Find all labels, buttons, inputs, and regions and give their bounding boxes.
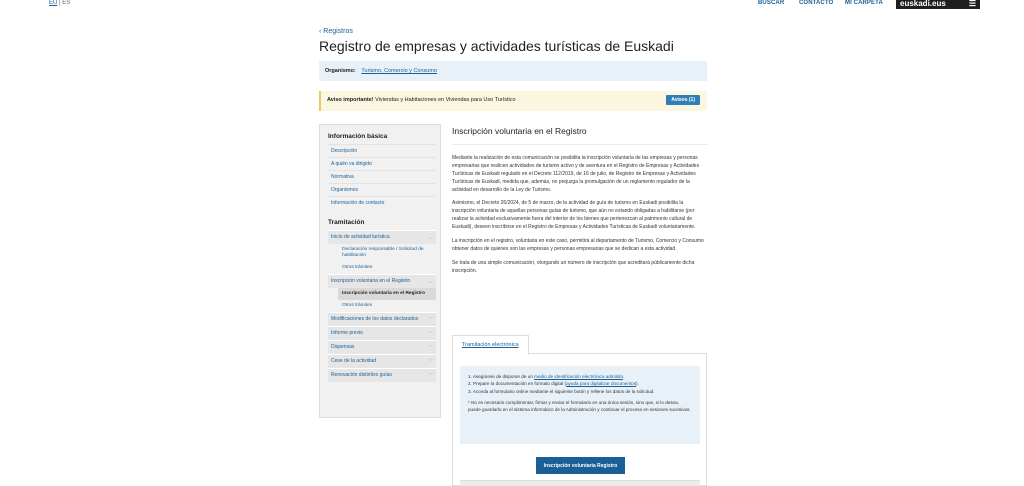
sidebar-heading-tramitacion: Tramitación <box>328 219 365 226</box>
top-bar <box>0 0 1024 12</box>
sidebar-item-contacto[interactable]: Información de contacto <box>328 196 436 209</box>
paragraph: Se trata de una simple comunicación, otorgando un número de inscripción que acreditará públicamente dicha inscripción. <box>452 259 695 274</box>
step-text: 1. Asegúrese de disponer de un <box>468 374 535 379</box>
nav-mi-carpeta[interactable]: MI CARPETA <box>845 0 883 6</box>
paragraph: Mediante la realización de esta comunicación se posibilita la inscripción voluntaria de las empresas y personas empresarias que realicen actividades de turismo activo y de aventura en el Registro de Empresas y Actividades Turísticas de Euskadi regulado en el Decreto 112/2019, de 16 de julio, de Registro de Empresas y Actividades Turísticas de Euskadi, medida que, además, no prejuzga la promulgación de un reglamento regulador de la actividad en desarrollo de la Ley de Turismo. <box>452 155 700 193</box>
sidebar-group-inscripcion[interactable] <box>328 274 436 288</box>
sidebar-item-normativa[interactable]: Normativa <box>328 170 436 183</box>
main-content <box>452 124 708 276</box>
page-title: Registro de empresas y actividades turísticas de Euskadi <box>319 38 674 54</box>
sidebar-group-informe[interactable] <box>328 326 436 340</box>
tab-panel <box>452 353 707 486</box>
breadcrumb-back-link[interactable]: ‹ Registros <box>319 28 353 35</box>
lang-eu-link[interactable]: EU <box>49 0 58 6</box>
organism-label: Organismo: <box>325 68 356 74</box>
language-switcher <box>49 0 70 6</box>
sidebar-group-cese[interactable] <box>328 354 436 368</box>
notices-button[interactable]: Avisos (1) <box>666 95 700 105</box>
chevron-down-icon: ﹀ <box>427 316 433 323</box>
important-notice <box>319 91 707 111</box>
lang-separator: | <box>59 0 61 6</box>
sidebar-item-a-quien[interactable]: A quién va dirigido <box>328 157 436 170</box>
chevron-down-icon: ﹀ <box>427 330 433 337</box>
organism-bar <box>319 61 707 81</box>
sidebar-group-dispensas[interactable] <box>328 340 436 354</box>
save-note: * No es necesario cumplimentar, firmar y enviar el formulario en una única sesión, sino que, si lo desea, puede guardarlo en el sistema informático de la Administración y continuar el proceso en sesiones sucesivas. <box>468 400 691 413</box>
sidebar-item-descripcion[interactable]: Descripción <box>328 144 436 157</box>
paragraph: Asimismo, el Decreto 26/2024, de 5 de marzo, de la actividad de guía de turismo en Euskadi posibilita la inscripción voluntaria de aquellas personas guías de turismo, que aún no estando obligadas a habilitarse (por realizar la actividad exclusivamente fuera del interior de los bienes que pertenezcan al patrimonio cultural de Euskadi), deseen inscribirse en el Registro de Empresas y Actividades Turísticas de Euskadi voluntariamente. <box>452 200 696 231</box>
inscripcion-registro-button[interactable]: Inscripción voluntaria Registro <box>536 457 625 474</box>
euskadi-logo[interactable] <box>896 0 980 9</box>
tab-bar <box>452 333 707 355</box>
chevron-down-icon: ﹀ <box>427 358 433 365</box>
step-3: 3. Acceda al formulario online mediante el siguiente botón y rellene los datos de la solicitud. <box>468 388 655 394</box>
notice-label: Aviso importante! <box>327 97 374 103</box>
paragraph: La inscripción en el registro, voluntaria en este caso, permitirá al departamento de Turismo, Comercio y Consumo obtener datos de quienes son las empresas y personas empresarias que se dedican a esta actividad. <box>452 238 704 252</box>
chevron-up-icon: ︿ <box>427 278 433 285</box>
sidebar-subitem-otros-1[interactable]: Otros trámites <box>342 264 373 270</box>
digitize-help-link[interactable]: ayuda para digitalizar documentos <box>566 381 637 387</box>
notice-text: Viviendas y Habitaciones en Viviendas para Uso Turístico <box>373 97 516 103</box>
sidebar-group-label: Modificaciones de los datos declarados <box>331 315 419 322</box>
sidebar-group-label: Informe previo <box>331 329 363 336</box>
panel-footer-bar <box>460 480 700 486</box>
instructions-box <box>460 366 700 444</box>
sidebar-group-label: Dispensas <box>331 343 355 350</box>
sidebar <box>319 124 441 418</box>
sidebar-heading-info: Información básica <box>328 133 388 140</box>
step-2 <box>468 380 692 387</box>
identification-link[interactable]: medio de identificación electrónica admitido <box>534 374 624 379</box>
organism-link[interactable]: Turismo, Comercio y Consumo <box>361 68 437 74</box>
chevron-down-icon: ﹀ <box>427 372 433 379</box>
sidebar-subitem-declaracion[interactable]: Declaración responsable / Solicitud de habilitación <box>342 247 424 258</box>
chevron-down-icon: ﹀ <box>427 344 433 351</box>
step-text: ). <box>636 381 639 387</box>
sidebar-group-modificaciones[interactable] <box>328 312 436 326</box>
sidebar-group-label: Renovación distintivo guías <box>331 371 392 378</box>
sidebar-group-inicio[interactable] <box>328 230 436 244</box>
tab-tramitacion-electronica[interactable]: Tramitación electrónica <box>452 335 529 355</box>
chevron-up-icon: ︿ <box>427 235 433 241</box>
nav-buscar[interactable]: BUSCAR <box>758 0 785 6</box>
euskadi-brand-text: euskadi.eus <box>900 0 946 8</box>
sidebar-subitem-inscripcion-active[interactable]: Inscripción voluntaria en el Registro <box>338 288 436 300</box>
sidebar-subitem-otros-2[interactable]: Otros trámites <box>342 302 373 308</box>
sidebar-group-label: Inicio de actividad turística <box>331 234 390 240</box>
step-text: 2. Prepare la documentación en formato digital ( <box>468 381 567 387</box>
section-heading: Inscripción voluntaria en el Registro <box>452 126 708 145</box>
sidebar-group-renovacion[interactable] <box>328 368 436 382</box>
lang-es-link[interactable]: ES <box>62 0 71 6</box>
step-text: . <box>623 374 625 379</box>
hamburger-icon[interactable]: ☰ <box>968 0 976 8</box>
sidebar-item-organismos[interactable]: Organismos <box>328 183 436 196</box>
nav-contacto[interactable]: CONTACTO <box>799 0 834 6</box>
step-1 <box>468 373 692 380</box>
sidebar-group-label: Inscripción voluntaria en el Registro <box>331 277 411 284</box>
sidebar-group-label: Cese de la actividad <box>331 357 377 364</box>
